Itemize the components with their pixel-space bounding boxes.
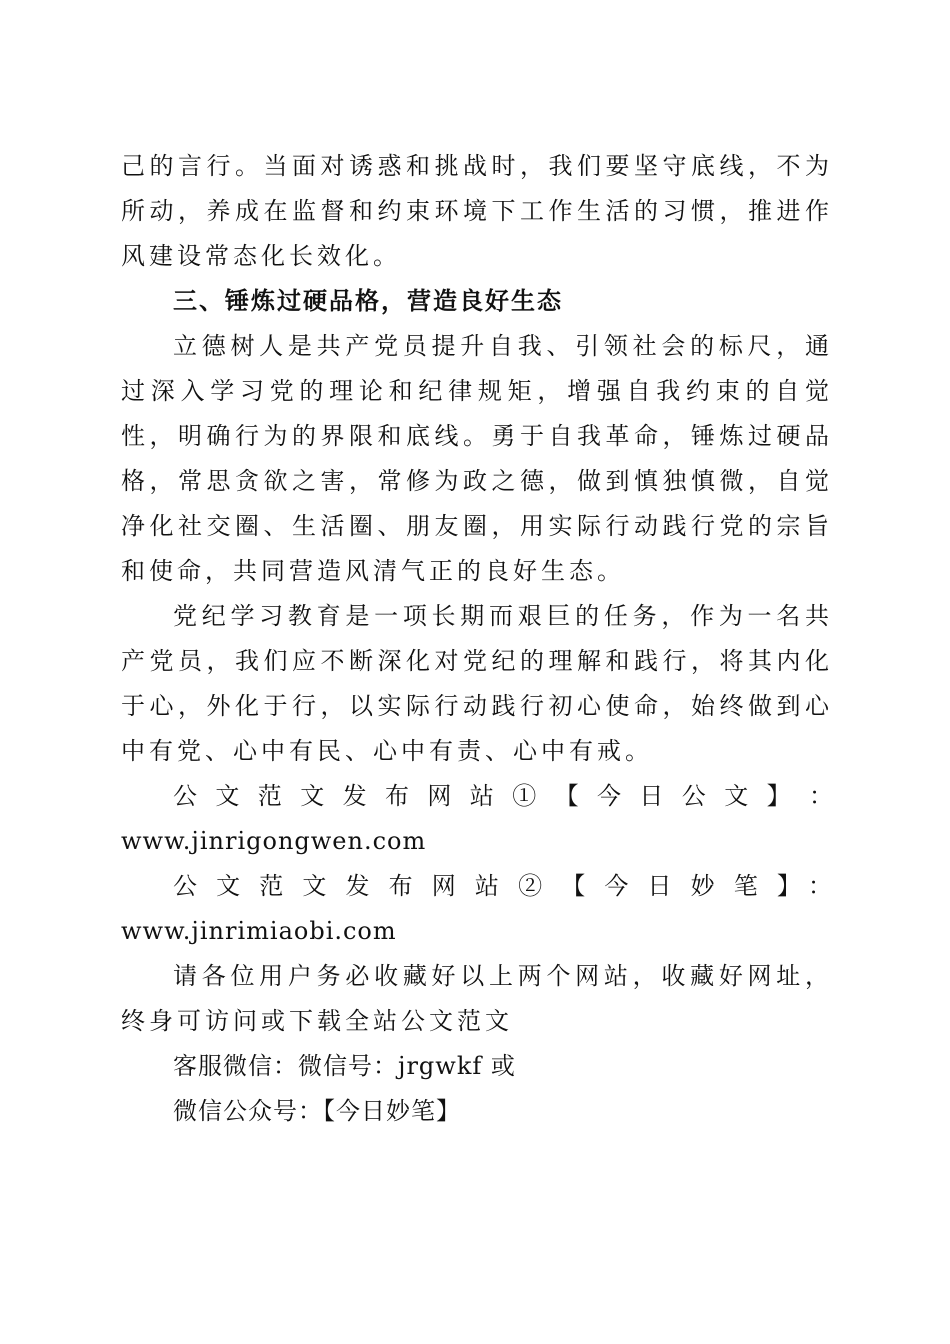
bookmark-notice: 请各位用户务必收藏好以上两个网站，收藏好网址，终身可访问或下载全站公文范文 — [121, 962, 833, 1035]
document-body — [121, 144, 833, 1134]
body-paragraph-2: 党纪学习教育是一项长期而艰巨的任务，作为一名共产党员，我们应不断深化对党纪的理解和践行，将其内化于心，外化于行，以实际行动践行初心使命，始终做到心中有党、心中有民、心中有责、心中有戒。 — [121, 602, 833, 765]
continuation-paragraph: 己的言行。当面对诱惑和挑战时，我们要坚守底线，不为所动，养成在监督和约束环境下工作生活的习惯，推进作风建设常态化长效化。 — [121, 152, 833, 270]
site2-line: 公文范文发布网站②【今日妙笔】：www.jinrimiaobi.com — [121, 872, 833, 945]
wechat-official-account: 微信公众号：【今日妙笔】 — [173, 1097, 461, 1125]
site1-label-text: 公 文 范 文 发 布 网 站 ① 【 今 日 公 文 】 ： — [173, 782, 833, 810]
wechat-service: 客服微信：微信号：jrgwkf 或 — [173, 1052, 516, 1080]
body-paragraph-1: 立德树人是共产党员提升自我、引领社会的标尺，通过深入学习党的理论和纪律规矩，增强自我约束的自觉性，明确行为的界限和底线。勇于自我革命，锤炼过硬品格，常思贪欲之害，常修为政之德，做到慎独慎微，自觉净化社交圈、生活圈、朋友圈，用实际行动践行党的宗旨和使命，共同营造风清气正的良好生态。 — [121, 332, 833, 585]
site1-url: www.jinrigongwen.com — [121, 827, 427, 855]
site1-label — [121, 774, 833, 819]
section-heading: 三、锤炼过硬品格，营造良好生态 — [173, 287, 563, 315]
